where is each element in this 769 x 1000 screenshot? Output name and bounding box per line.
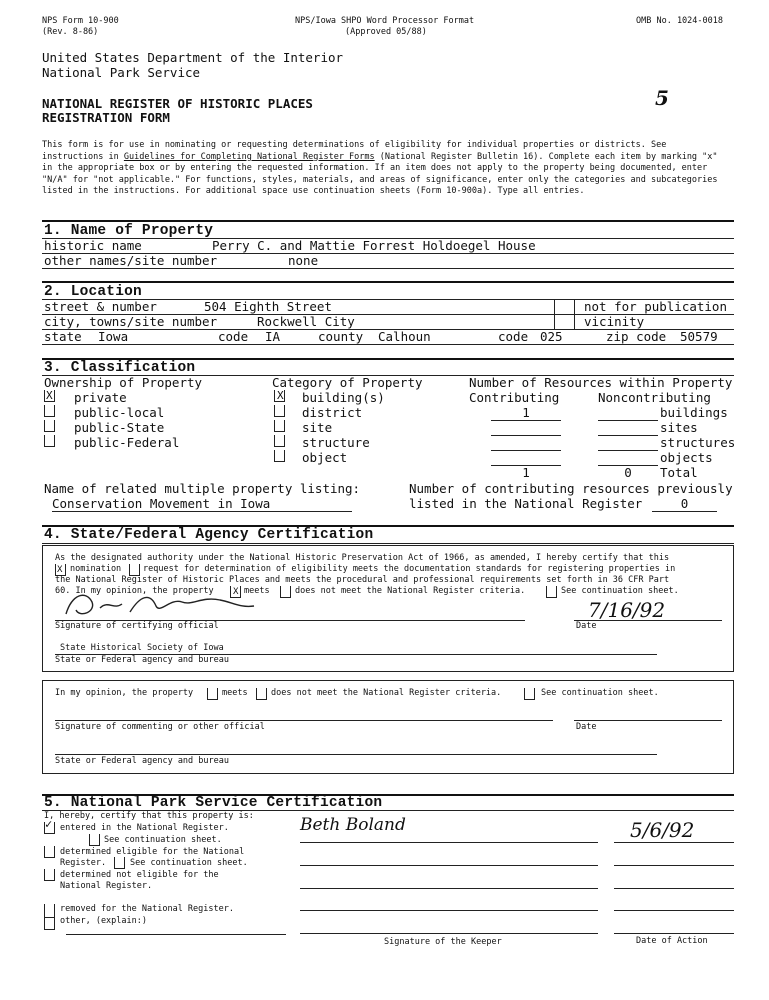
- signature-line[interactable]: [300, 842, 598, 843]
- cert-line-4: 60. In my opinion, the property: [55, 586, 214, 596]
- header-format: NPS/Iowa SHPO Word Processor Format: [295, 16, 475, 26]
- agency-label: State or Federal agency and bureau: [55, 655, 229, 665]
- date-line[interactable]: [614, 910, 734, 911]
- form-revision: (Rev. 8-86): [42, 27, 99, 37]
- agency-line[interactable]: [55, 754, 657, 755]
- date-line[interactable]: [614, 842, 734, 843]
- checkbox-see1[interactable]: [89, 834, 100, 846]
- checkbox-public-local[interactable]: [44, 405, 55, 417]
- guidelines-link: Guidelines for Completing National Register Forms: [123, 151, 375, 162]
- section-4-title: 4. State/Federal Agency Certification: [44, 527, 374, 543]
- checkbox-op-continuation[interactable]: [524, 688, 535, 700]
- contributing-header: Contributing: [469, 390, 560, 405]
- eligible-label-2: Register.: [60, 858, 107, 868]
- checkbox-eligible[interactable]: [44, 846, 55, 858]
- check-mark: X: [277, 389, 284, 402]
- other-label: other, (explain:): [60, 916, 147, 926]
- action-label: Date of Action: [636, 936, 708, 946]
- agency2-label: State or Federal agency and bureau: [55, 756, 229, 766]
- historic-name-label: historic name: [44, 238, 142, 253]
- department-name: United States Department of the Interior: [42, 50, 344, 65]
- not-eligible-label-2: National Register.: [60, 881, 153, 891]
- noncontributing-header: Noncontributing: [598, 390, 711, 405]
- service-name: National Park Service: [42, 65, 201, 80]
- date-line[interactable]: [614, 933, 734, 934]
- signature-line[interactable]: [300, 910, 598, 911]
- other-names-label: other names/site number: [44, 253, 218, 268]
- noncontrib-structures-line[interactable]: [598, 450, 658, 451]
- check-mark: X: [46, 389, 53, 402]
- date-line[interactable]: [614, 888, 734, 889]
- category-object: object: [302, 450, 348, 465]
- date-label: Date: [576, 621, 597, 631]
- checkbox-continuation[interactable]: [546, 586, 557, 598]
- eligible-label-1: determined eligible for the National: [60, 847, 245, 857]
- commenting-date-label: Date: [576, 722, 597, 732]
- action-date[interactable]: 5/6/92: [630, 818, 695, 842]
- date-line[interactable]: [574, 720, 722, 721]
- signature-line[interactable]: [55, 720, 553, 721]
- check-mark: X: [57, 565, 63, 575]
- related-listing-label: Name of related multiple property listing:: [44, 481, 361, 496]
- certification-date[interactable]: 7/16/92: [588, 598, 666, 622]
- checkbox-not-eligible[interactable]: [44, 869, 55, 881]
- noncontrib-buildings-line[interactable]: [598, 420, 658, 421]
- row-total: Total: [660, 465, 698, 480]
- divider: [42, 220, 734, 222]
- cert-line-3: the National Register of Historic Places and meets the procedural and professional requirements set forth in 36 CFR Part: [55, 575, 670, 585]
- row-structures: structures: [660, 435, 736, 450]
- zip-value[interactable]: 50579: [680, 329, 718, 344]
- divider: [42, 543, 734, 544]
- county-label: county: [318, 329, 364, 344]
- ownership-public-state: public-State: [74, 420, 165, 435]
- opinion-text: In my opinion, the property: [55, 688, 194, 698]
- row-sites: sites: [660, 420, 698, 435]
- signature-line[interactable]: [300, 888, 598, 889]
- checkbox-op-does-not-meet[interactable]: [256, 688, 267, 700]
- checkbox-object[interactable]: [274, 450, 285, 462]
- ownership-header: Ownership of Property: [44, 375, 203, 390]
- checkbox-other[interactable]: [44, 916, 55, 930]
- checkbox-structure[interactable]: [274, 435, 285, 447]
- keeper-signature[interactable]: Beth Boland: [300, 815, 406, 835]
- noncontrib-total[interactable]: 0: [624, 465, 632, 480]
- category-structure: structure: [302, 435, 370, 450]
- checkbox-does-not-meet[interactable]: [280, 586, 291, 598]
- checkbox-see2[interactable]: [114, 857, 125, 869]
- contrib-total[interactable]: 1: [522, 465, 530, 480]
- cert-continuation: See continuation sheet.: [561, 586, 679, 596]
- handwritten-number: 5: [655, 86, 669, 110]
- form-number: NPS Form 10-900: [42, 16, 119, 26]
- county-code-label: code: [498, 329, 529, 344]
- section-1-title: 1. Name of Property: [44, 223, 214, 239]
- category-buildings: building(s): [302, 390, 385, 405]
- category-site: site: [302, 420, 333, 435]
- row-buildings: buildings: [660, 405, 728, 420]
- intro-paragraph: This form is for use in nominating or requesting determinations of eligibility for individual properties or districts. See instructions in Guidelines for Completing National Register Forms (National Register Bulletin 16). Complete each item by marking "x" in the appropriate box or by entering the requested information. If an item does not apply to the property being documented, enter "N/A" for "not applicable." For functions, styles, materials, and areas of significance, enter only the categories and subcategories listed in the instructions. For additional space use continuation sheets (Form 10-900a). Type all entries.: [42, 140, 718, 196]
- cert-does-not-meet: does not meet the National Register criteria.: [295, 586, 526, 596]
- row-objects: objects: [660, 450, 713, 465]
- checkbox-public-federal[interactable]: [44, 435, 55, 447]
- code-label: code: [218, 329, 249, 344]
- cert-meets: meets: [244, 586, 270, 596]
- county-code-value[interactable]: 025: [540, 329, 563, 344]
- omb-number: OMB No. 1024-0018: [636, 16, 723, 26]
- ownership-private: private: [74, 390, 127, 405]
- resources-header: Number of Resources within Property: [469, 375, 733, 390]
- see-continuation-2: See continuation sheet.: [130, 858, 248, 868]
- contrib-structures-line[interactable]: [491, 450, 561, 451]
- historic-name-value[interactable]: Perry C. and Mattie Forrest Holdoegel House: [212, 238, 536, 253]
- signature-line[interactable]: [300, 865, 598, 866]
- street-value[interactable]: 504 Eighth Street: [204, 299, 332, 314]
- date-line[interactable]: [614, 865, 734, 866]
- street-label: street & number: [44, 299, 157, 314]
- official-signature: [60, 588, 260, 622]
- form-title: NATIONAL REGISTER OF HISTORIC PLACES: [42, 96, 313, 111]
- ownership-public-local: public-local: [74, 405, 165, 420]
- related-listing-value[interactable]: Conservation Movement in Iowa: [52, 496, 352, 512]
- commenting-signature-label: Signature of commenting or other official: [55, 722, 265, 732]
- other-names-value[interactable]: none: [288, 253, 319, 268]
- checkbox-op-meets[interactable]: [207, 688, 218, 700]
- header-approved: (Approved 05/88): [345, 27, 427, 37]
- opinion-does-not-meet: does not meet the National Register criteria.: [271, 688, 502, 698]
- prev-listed-label-2: listed in the National Register: [409, 496, 643, 511]
- prev-listed-label-1: Number of contributing resources previously: [409, 481, 733, 496]
- contrib-sites-line[interactable]: [491, 435, 561, 436]
- other-explain-line[interactable]: [66, 934, 286, 935]
- noncontrib-sites-line[interactable]: [598, 435, 658, 436]
- category-header: Category of Property: [272, 375, 423, 390]
- zip-label: zip code: [606, 329, 667, 344]
- city-value[interactable]: Rockwell City: [257, 314, 355, 329]
- form-subtitle: REGISTRATION FORM: [42, 110, 170, 125]
- check-mark: ✓: [45, 817, 53, 831]
- ownership-public-federal: public-Federal: [74, 435, 180, 450]
- state-label: state: [44, 329, 82, 344]
- prev-listed-value[interactable]: 0: [652, 496, 717, 512]
- cert-line-2: request for determination of eligibility meets the documentation standards for registering properties in: [143, 564, 676, 574]
- checkbox-public-state[interactable]: [44, 420, 55, 432]
- divider: [42, 268, 734, 269]
- checkbox-district[interactable]: [274, 405, 285, 417]
- divider: [42, 344, 734, 345]
- checkbox-site[interactable]: [274, 420, 285, 432]
- signature-line[interactable]: [300, 933, 598, 934]
- removed-label: removed for the National Register.: [60, 904, 234, 914]
- vicinity[interactable]: vicinity: [584, 314, 645, 329]
- section-3-title: 3. Classification: [44, 360, 196, 376]
- agency-value[interactable]: State Historical Society of Iowa: [60, 643, 224, 653]
- signature-label: Signature of certifying official: [55, 621, 219, 631]
- contrib-buildings[interactable]: 1: [491, 405, 561, 421]
- category-district: district: [302, 405, 363, 420]
- see-continuation-1: See continuation sheet.: [104, 835, 222, 845]
- code-value[interactable]: IA: [265, 329, 281, 344]
- state-value[interactable]: Iowa: [98, 329, 129, 344]
- not-for-publication[interactable]: not for publication: [584, 299, 727, 314]
- not-eligible-label-1: determined not eligible for the: [60, 870, 219, 880]
- cert-nomination: nomination: [70, 564, 122, 574]
- entered-label: entered in the National Register.: [60, 823, 229, 833]
- divider: [42, 281, 734, 283]
- section-2-title: 2. Location: [44, 284, 142, 300]
- opinion-meets: meets: [222, 688, 248, 698]
- cert-line-1: As the designated authority under the National Historic Preservation Act of 1966, as amended, I hereby certify that this: [55, 553, 670, 563]
- check-mark: X: [233, 587, 239, 597]
- nps-certify-text: I, hereby, certify that this property is:: [44, 811, 254, 821]
- section-5-title: 5. National Park Service Certification: [44, 795, 383, 811]
- opinion-continuation: See continuation sheet.: [541, 688, 659, 698]
- county-value[interactable]: Calhoun: [378, 329, 431, 344]
- keeper-label: Signature of the Keeper: [384, 937, 502, 947]
- city-label: city, towns/site number: [44, 314, 218, 329]
